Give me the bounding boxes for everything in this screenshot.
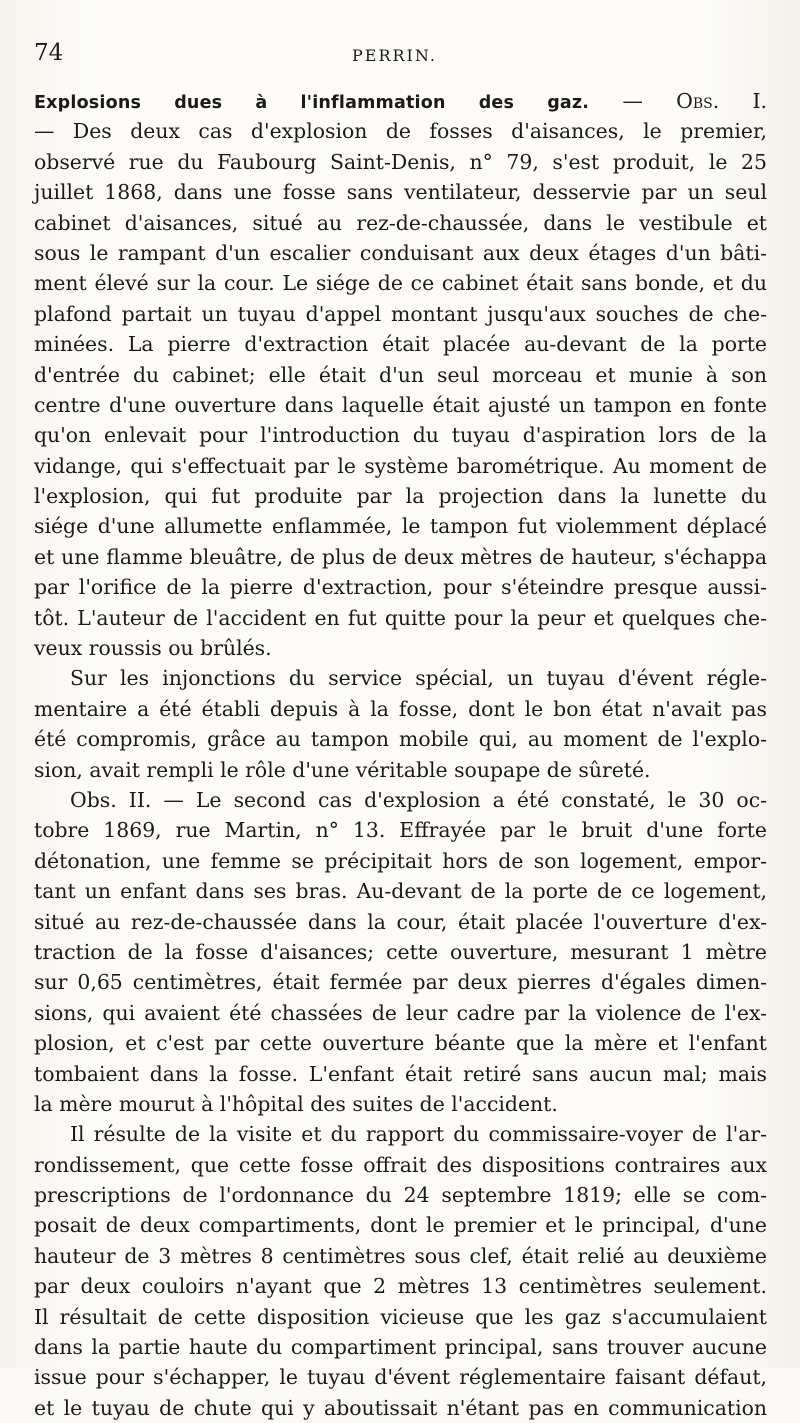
text-line: sur 0,65 centimètres, était fermée par deux pierres d'égales dimen-	[34, 970, 767, 995]
text-line: sous le rampant d'un escalier conduisant aux deux étages d'un bâti-	[34, 240, 767, 265]
text-line: par l'orifice de la pierre d'extraction, pour s'éteindre presque aussi-	[34, 575, 767, 600]
text-line: détonation, une femme se précipitait hors de son logement, empor-	[34, 848, 767, 873]
text-line: siége d'une allumette enflammée, le tampon fut violemment déplacé	[34, 514, 767, 539]
text-line	[34, 86, 767, 116]
body-text	[34, 86, 767, 1423]
text-line: situé au rez-de-chaussée dans la cour, était placée l'ouverture d'ex-	[34, 909, 767, 934]
text-line: minées. La pierre d'extraction était placée au-devant de la porte	[34, 332, 767, 357]
text-line: vidange, qui s'effectuait par le système barométrique. Au moment de	[34, 453, 767, 478]
text-line: Obs. II. — Le second cas d'explosion a été constaté, le 30 oc-	[70, 787, 767, 812]
text-line: prescriptions de l'ordonnance du 24 septembre 1819; elle se com-	[34, 1183, 767, 1208]
text-line: plafond partait un tuyau d'appel montant jusqu'aux souches de che-	[34, 301, 767, 326]
text-line: rondissement, que cette fosse offrait des dispositions contraires aux	[34, 1152, 767, 1177]
text-line: cabinet d'aisances, situé au rez-de-chaussée, dans le vestibule et	[34, 210, 767, 235]
text-line: Il résulte de la visite et du rapport du commissaire-voyer de l'ar-	[70, 1122, 767, 1147]
text-line: plosion, et c'est par cette ouverture béante que la mère et l'enfant	[34, 1031, 767, 1056]
text-line: Sur les injonctions du service spécial, un tuyau d'évent régle-	[70, 666, 767, 691]
text-line: la mère mourut à l'hôpital des suites de l'accident.	[34, 1091, 558, 1116]
text-line: par deux couloirs n'ayant que 2 mètres 13 centimètres seulement.	[34, 1274, 767, 1299]
text-line: ment élevé sur la cour. Le siége de ce cabinet était sans bonde, et du	[34, 271, 767, 296]
text-line: issue pour s'échapper, le tuyau d'évent réglementaire faisant défaut,	[34, 1365, 767, 1390]
text-line: observé rue du Faubourg Saint-Denis, n° 79, s'est produit, le 25	[34, 149, 767, 174]
text-line: été compromis, grâce au tampon mobile qui, au moment de l'explo-	[34, 727, 767, 752]
text-line: mentaire a été établi depuis à la fosse, dont le bon état n'avait pas	[34, 696, 767, 721]
text-line: tobre 1869, rue Martin, n° 13. Effrayée par le bruit d'une forte	[34, 818, 767, 843]
observation-label: — Obs. I.	[622, 89, 768, 113]
text-line: juillet 1868, dans une fosse sans ventilateur, desservie par un seul	[34, 180, 767, 205]
text-line: tant un enfant dans ses bras. Au-devant de la porte de ce logement,	[34, 879, 767, 904]
text-line: et une flamme bleuâtre, de plus de deux mètres de hauteur, s'échappa	[34, 544, 767, 569]
text-line: Il résultait de cette disposition vicieuse que les gaz s'accumulaient	[34, 1304, 767, 1329]
text-line: dans la partie haute du compartiment principal, sans trouver aucune	[34, 1335, 767, 1360]
text-line: tôt. L'auteur de l'accident en fut quitte pour la peur et quelques che-	[34, 605, 767, 630]
text-line: centre d'une ouverture dans laquelle était ajusté un tampon en fonte	[34, 392, 767, 417]
text-line: sion, avait rempli le rôle d'une véritable soupape de sûreté.	[34, 757, 651, 782]
text-line: d'entrée du cabinet; elle était d'un seul morceau et munie à son	[34, 362, 767, 387]
running-head: PERRIN.	[352, 46, 437, 65]
text-line: traction de la fosse d'aisances; cette ouverture, mesurant 1 mètre	[34, 939, 767, 964]
text-line: et le tuyau de chute qui y aboutissait n'étant pas en communication	[34, 1395, 767, 1420]
text-line: qu'on enlevait pour l'introduction du tuyau d'aspiration lors de la	[34, 423, 767, 448]
text-line: hauteur de 3 mètres 8 centimètres sous clef, était relié au deuxième	[34, 1243, 767, 1268]
text-line: tombaient dans la fosse. L'enfant était retiré sans aucun mal; mais	[34, 1061, 767, 1086]
text-line: — Des deux cas d'explosion de fosses d'aisances, le premier,	[34, 119, 767, 144]
text-line: posait de deux compartiments, dont le premier et le principal, d'une	[34, 1213, 767, 1238]
page-header	[34, 40, 760, 74]
text-line: l'explosion, qui fut produite par la projection dans la lunette du	[34, 484, 767, 509]
text-line: veux roussis ou brûlés.	[34, 636, 272, 661]
section-title: Explosions dues à l'inflammation des gaz.	[34, 93, 590, 113]
page-number: 74	[34, 40, 64, 66]
text-line: sions, qui avaient été chassées de leur cadre par la violence de l'ex-	[34, 1000, 767, 1025]
